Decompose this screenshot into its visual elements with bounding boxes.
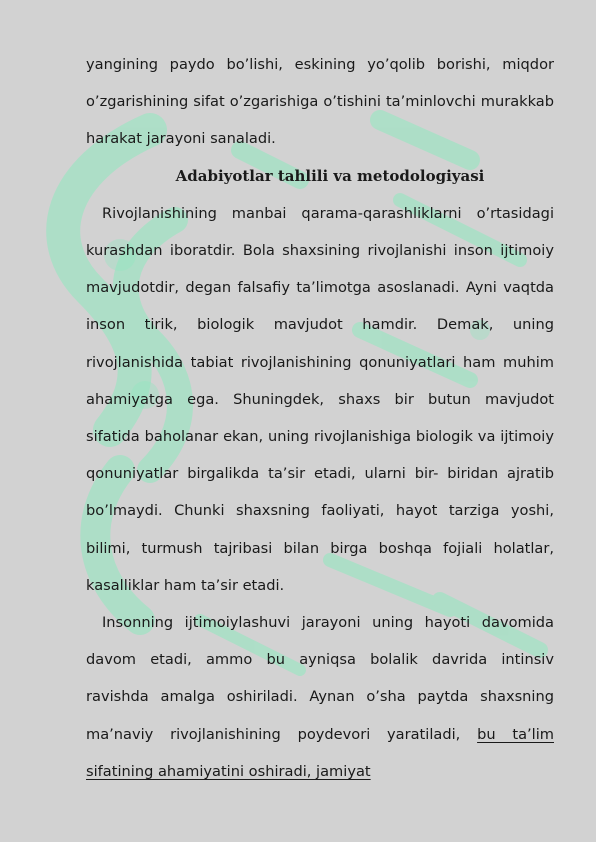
paragraph-socialization-text: Insonning ijtimoiylashuvi jarayoni uning hayoti davomida davom etadi, ammo bu ayniqsa bolalik davrida intinsiv ravishda amalga oshiriladi. Aynan o’sha paytda shaxsning ma’naviy rivojlanishining poydevori yaratiladi, [86,614,554,743]
paragraph-socialization-underlined: bu ta’lim sifatining ahamiyatini oshiradi, jamiyat [86,725,554,780]
paragraph-development-source: Rivojlanishining manbai qarama-qarashliklarni o’rtasidagi kurashdan iboratdir. Bola shaxsining rivojlanishi inson ijtimoiy mavjudotdir, degan falsafiy ta’limotga asoslanadi. Ayni vaqtda inson tirik, biologik mavjudot hamdir. Demak, uning rivojlanishida tabiat rivojlanishining qonuniyatlari ham muhim ahamiyatga ega. Shuningdek, shaxs bir butun mavjudot sifatida baholanar ekan, uning rivojlanishiga biologik va ijtimoiy qonuniyatlar birgalikda ta’sir etadi, ularni bir- biridan ajratib bo’lmaydi. Chunki shaxsning faoliyati, hayot tarziga yoshi, bilimi, turmush tajribasi bilan birga boshqa fojiali holatlar, kasalliklar ham ta’sir etadi. [86,204,554,594]
paragraph-intro: yangining paydo bo’lishi, eskining yo’qolib borishi, miqdor o’zgarishining sifat o’zgarishiga o’tishini ta’minlovchi murakkab harakat jarayoni sanaladi. [86,56,554,148]
paragraph-socialization [86,604,554,790]
document-body [86,46,554,790]
section-heading: Adabiyotlar tahlili va metodologiyasi [175,166,485,185]
